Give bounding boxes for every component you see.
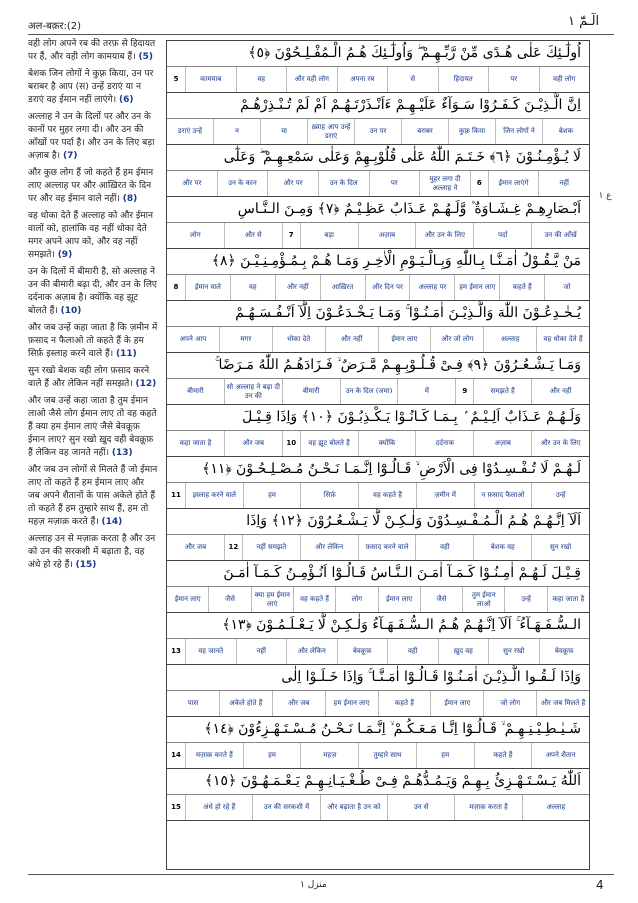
translation-text: और जब उन्हें कहा जाता है कि ज़मीन में फ़साद न फैलाओ तो कहते हैं के हम सिर्फ़ इस्लाह करने वाले हैं।: [28, 323, 158, 359]
verse-number: (14): [101, 517, 123, 527]
word-meaning-cell: उन की सरकशी में: [252, 795, 319, 820]
word-meaning-cell: हम: [243, 483, 301, 508]
verse-number: (8): [122, 194, 138, 204]
word-meaning-cell: मज़ाक़ करते हैं: [185, 743, 243, 768]
word-meaning-cell: उन के कान: [217, 171, 268, 196]
word-meaning-cell: और पर: [267, 171, 318, 196]
word-meaning-cell: अल्लाह: [522, 795, 589, 820]
word-meaning-cell: और नहीं: [325, 327, 378, 352]
word-meaning-cell: क्या हम ईमान लाएं: [251, 587, 293, 612]
word-by-word-grid: [166, 40, 590, 870]
word-meaning-cell: और जब: [184, 543, 207, 551]
word-meaning-cell: ईमान लाएंगे: [488, 171, 539, 196]
word-meaning-cell: सुन रखो: [488, 639, 539, 664]
word-meaning-cell: पर: [488, 67, 539, 92]
word-meaning-row: [167, 743, 589, 769]
arabic-line: اَللّٰهُ يَـسْـتَـهْـزِئُ بِـهِـمْ وَيَـمُـدُّهُـمْ فِـىْ طُـغْـيَـانِـهِـمْ يَـعْـمَـهُـوْنَ ﴿١٥﴾: [167, 769, 589, 795]
verse-number: (7): [62, 151, 78, 161]
word-meaning-cell: सो अल्लाह ने बढ़ा दी उन की: [224, 379, 282, 404]
translation-text: और जब उन्हें कहा जाता है तुम ईमान लाओ जैसे लोग ईमान लाए तो वह कहते हैं क्या हम ईमान लाएं जैसे बेवक़ूफ़ ईमान लाए? सुन रखो ख़ुद वही बेवक़ूफ़ हैं लेकिन वह जानते नहीं।: [28, 396, 157, 458]
translation-text: और जब उन लोगों से मिलते हैं जो ईमान लाए तो कहते हैं हम ईमान लाए और जब अपने शैतानों के पास अकेले होते हैं तो कहते हैं हम तुम्हारे साथ हैं, हम तो महज़ मज़ाक़ करते हैं।: [28, 465, 158, 527]
translation-paragraph: [28, 111, 158, 163]
word-meaning-cell: बेशक: [542, 119, 589, 144]
arabic-line: وَمَـا يَـشْـعُـرُوْنَ ﴿٩﴾ فِـىْ قُـلُـوْبِـهِـمْ مَّـرَضٌ ۙ فَـزَادَهُـمُ اللّٰهُ مَـرَضًا ۚ: [167, 353, 589, 379]
translation-text: वही लोग अपने रब की तरफ़ से हिदायत पर हैं, और वही लोग कामयाब हैं।: [28, 39, 156, 62]
arabic-line: وَلَـهُـمْ عَـذَابٌ اَلِـيْـمٌ ۢ بِـمَـا كَـانُـوْا يَـكْـذِبُـوْنَ ﴿١٠﴾ وَاِذَا قِـيْـلَ: [167, 405, 589, 431]
verse-number-cell: 10: [282, 431, 300, 456]
word-meaning-cell: कहते हैं: [474, 743, 532, 768]
word-meaning-cell: हम: [243, 743, 301, 768]
word-meaning-cell: कहते हैं: [378, 691, 431, 716]
translation-paragraph: [28, 68, 158, 107]
ruku-marker: ع ١: [598, 191, 612, 201]
word-meaning-cell: दर्दनाक: [415, 431, 473, 456]
word-meaning-cell: बीमारी: [187, 387, 204, 395]
translation-paragraph: [28, 365, 158, 391]
word-meaning-cell: बीमारी: [282, 379, 340, 404]
word-meaning-cell: और लेकिन: [286, 639, 337, 664]
verse-number: (12): [135, 379, 157, 389]
word-meaning-row: [167, 171, 589, 197]
word-meaning-cell: वही लोग: [539, 67, 590, 92]
word-meaning-cell: अकेले होते हैं: [219, 691, 272, 716]
word-meaning-cell: सिर्फ़: [300, 483, 358, 508]
word-meaning-cell: जिन लोगों ने: [495, 119, 542, 144]
word-meaning-cell: अल्लाह: [483, 327, 536, 352]
verse-number-cell: 8: [173, 283, 179, 291]
header-divider: [28, 34, 614, 35]
word-meaning-cell: उन पर: [354, 119, 401, 144]
verse-number-cell: 9: [455, 379, 473, 404]
word-meaning-cell: मुहर लगा दी अल्लाह ने: [419, 171, 470, 196]
word-meaning-cell: पास: [187, 699, 199, 707]
word-meaning-cell: न फ़साद फैलाओ: [474, 483, 532, 508]
word-meaning-cell: बड़ा: [300, 223, 358, 248]
translation-paragraph: [28, 38, 158, 64]
arabic-line: اِنَّ الَّـذِيْـنَ كَـفَـرُوْا سَـوَآءٌ عَلَيْـهِـمْ ءَاَنْـذَرْتَـهُـمْ اَمْ لَمْ تُـنْـذِرْهُـمْ: [167, 93, 589, 119]
word-meaning-cell: वह: [230, 275, 275, 300]
footer-divider: [28, 874, 614, 875]
translation-paragraph: [28, 167, 158, 206]
word-meaning-cell: वह कहते हैं: [358, 483, 416, 508]
word-meaning-row: [167, 67, 589, 93]
translation-paragraph: [28, 210, 158, 262]
word-meaning-cell: ईमान लाए: [174, 595, 201, 603]
word-meaning-cell: उन्हें: [531, 483, 589, 508]
word-meaning-cell: क्योंकि: [358, 431, 416, 456]
translation-text: बेशक जिन लोगों ने कुफ़्र किया, उन पर बराबर है आप (स) उन्हें डराएं या न डराएं वह ईमान नहीं लाएंगे।: [28, 69, 154, 105]
word-meaning-cell: वह जानते: [185, 639, 236, 664]
verse-number-cell: 13: [171, 647, 181, 655]
word-meaning-cell: उन के दिल (जमा): [340, 379, 398, 404]
word-meaning-row: [167, 119, 589, 145]
word-meaning-cell: और लेकिन: [300, 535, 358, 560]
word-meaning-cell: कहा जाता है: [547, 587, 589, 612]
word-meaning-cell: उन की आँखें: [531, 223, 589, 248]
arabic-line: وَاِذَا لَـقُـوا الَّـذِيْـنَ اٰمَـنُـوْا قَـالُـوْٓا اٰمَـنَّـا ۚ وَاِذَا خَـلَـوْا اِلٰى: [167, 665, 589, 691]
verse-number: (9): [57, 250, 73, 260]
word-meaning-cell: में: [397, 379, 455, 404]
page-number: 4: [596, 878, 604, 892]
word-meaning-cell: लोग: [335, 587, 377, 612]
word-meaning-cell: उन से: [387, 795, 454, 820]
verse-number-cell: 12: [224, 535, 242, 560]
verse-number: (15): [75, 560, 97, 570]
word-meaning-cell: इस्लाह करने वाले: [185, 483, 243, 508]
word-meaning-cell: और से: [224, 223, 282, 248]
word-meaning-cell: तुम ईमान लाओ: [462, 587, 504, 612]
word-meaning-cell: जैसे: [208, 587, 250, 612]
arabic-line: شَـيٰـطِـيْـنِـهِـمْ ۙ قَـالُـوْٓا اِنَّـا مَـعَـكُـمْ ۙ اِنَّـمَـا نَـحْـنُ مُـسْـتَـهْـزِءُوْنَ ﴿١٤﴾: [167, 717, 589, 743]
verse-number: (13): [111, 448, 133, 458]
word-meaning-row: [167, 223, 589, 249]
word-meaning-cell: हम ईमान लाए: [325, 691, 378, 716]
word-meaning-row: [167, 795, 589, 821]
arabic-line: لَـهُـمْ لَا تُـفْـسِـدُوْا فِى الْاَرْضِ ۙ قَـالُـوْٓا اِنَّـمَـا نَـحْـنُ مُـصْـلِـحُـوْنَ ﴿١١﴾: [167, 457, 589, 483]
word-meaning-cell: और जो लोग: [430, 327, 483, 352]
translation-text: अल्लाह ने उन के दिलों पर और उन के कानों पर मुहर लगा दी। और उन की आँखों पर पर्दा है। और उन के लिए बड़ा अज़ाब है।: [28, 112, 155, 161]
word-meaning-cell: नहीं: [538, 171, 589, 196]
verse-number-cell: 14: [171, 751, 181, 759]
arabic-line: اَبْـصَارِهِـمْ غِـشَـاوَةٌ ۫ وَّلَـهُـمْ عَـذَابٌ عَظِـيْـمٌ ﴿٧﴾ وَمِـنَ الـنَّـاسِ: [167, 197, 589, 223]
word-meaning-cell: और उन के लिए: [415, 223, 473, 248]
arabic-line: مَنْ يَّـقُـوْلُ اٰمَـنَّـا بِـاللّٰهِ وَبِـالْـيَـوْمِ الْاٰخِـرِ وَمَـا هُـمْ بِـمُـؤْمِـنِـيْـنَ ﴿٨﴾: [167, 249, 589, 275]
word-meaning-cell: कामयाब: [185, 67, 236, 92]
word-meaning-cell: और वही लोग: [286, 67, 337, 92]
word-meaning-cell: ईमान लाए: [378, 327, 431, 352]
word-meaning-cell: उन्हें: [504, 587, 546, 612]
translation-column: [28, 38, 158, 868]
word-meaning-cell: डराएं उन्हें: [177, 127, 203, 135]
verse-number-cell: 6: [470, 171, 488, 196]
manzil-label: منزل ١: [300, 880, 327, 890]
translation-paragraph: [28, 395, 158, 460]
word-meaning-cell: मगर: [219, 327, 272, 352]
word-meaning-cell: हम: [416, 743, 474, 768]
word-meaning-cell: अल्लाह पर: [409, 275, 454, 300]
arabic-line: الـسُّـفَـهَـآءُ ۚ اَلَآ اِنَّـهُـمْ هُـمُ الـسُّـفَـهَـآءُ وَلٰـكِـنْ لَّا يَـعْـلَـمُـوْنَ ﴿١٣﴾: [167, 613, 589, 639]
word-meaning-cell: धोका देते: [272, 327, 325, 352]
word-meaning-cell: आख़िरत: [320, 275, 365, 300]
word-meaning-cell: और नहीं: [531, 379, 589, 404]
word-meaning-cell: से: [387, 67, 438, 92]
word-meaning-cell: नहीं समझते: [242, 535, 300, 560]
word-meaning-cell: पर्दा: [473, 223, 531, 248]
word-meaning-cell: वह कहते हैं: [293, 587, 335, 612]
word-meaning-row: [167, 587, 589, 613]
word-meaning-cell: अपने शैतान: [531, 743, 589, 768]
translation-text: वह धोका देते हैं अल्लाह को और ईमान वालों को, हालांकि वह नहीं धोका देते मगर अपने आप को, और वह नहीं समझते।: [28, 211, 154, 260]
word-meaning-cell: ईमान लाए: [430, 691, 483, 716]
word-meaning-cell: वह झूट बोलते हैं: [300, 431, 358, 456]
translation-paragraph: [28, 464, 158, 529]
word-meaning-row: [167, 431, 589, 457]
arabic-line: قِـيْـلَ لَـهُـمْ اٰمِـنُـوْا كَـمَـآ اٰمَـنَ الـنَّـاسُ قَـالُـوْٓا اَنُـؤْمِـنُ كَـمَـآ اٰمَـنَ: [167, 561, 589, 587]
verse-number: (5): [138, 52, 153, 62]
translation-text: उन के दिलों में बीमारी है, सो अल्लाह ने उन की बीमारी बढ़ा दी, और उन के लिए दर्दनाक अज़ाब है। क्योंकि वह झूट बोलते हैं।: [28, 267, 157, 316]
word-meaning-cell: बराबर: [401, 119, 448, 144]
word-meaning-cell: अज़ाब: [473, 431, 531, 456]
verse-number: (6): [119, 95, 134, 105]
translation-paragraph: [28, 533, 158, 572]
arabic-line: اُولٰٓـئِكَ عَلٰى هُـدًى مِّنْ رَّبِّـهِـمْ ۖ وَاُولٰٓـئِكَ هُـمُ الْـمُفْـلِـحُوْنَ ﴿٥﴾: [167, 41, 589, 67]
word-meaning-cell: वह: [236, 67, 287, 92]
word-meaning-cell: तुम्हारे साथ: [358, 743, 416, 768]
word-meaning-row: [167, 379, 589, 405]
word-meaning-cell: कहते हैं: [499, 275, 544, 300]
word-meaning-cell: कुफ़्र किया: [448, 119, 495, 144]
word-meaning-cell: फ़साद करने वाले: [358, 535, 416, 560]
word-meaning-cell: जो: [544, 275, 589, 300]
word-meaning-cell: कहा जाता है: [179, 439, 212, 447]
word-meaning-cell: जो लोग: [483, 691, 536, 716]
word-meaning-cell: अपना रब: [337, 67, 388, 92]
verse-number-cell: 5: [173, 75, 179, 83]
word-meaning-cell: न: [213, 119, 260, 144]
verse-number: (11): [116, 349, 137, 359]
word-meaning-cell: अज़ाब: [358, 223, 416, 248]
word-meaning-cell: सुन रखो: [531, 535, 589, 560]
word-meaning-cell: हम ईमान लाए: [454, 275, 499, 300]
word-meaning-cell: नहीं: [236, 639, 287, 664]
word-meaning-row: [167, 275, 589, 301]
word-meaning-cell: ख़्वाह आप उन्हें डराएं: [307, 119, 354, 144]
word-meaning-cell: बेवक़ूफ़: [539, 639, 590, 664]
translation-text: और कुछ लोग हैं जो कहते हैं हम ईमान लाए अल्लाह पर और आख़िरत के दिन पर और वह ईमान वाले नहीं।: [28, 168, 154, 204]
word-meaning-cell: और जब: [224, 431, 282, 456]
word-meaning-cell: पर: [369, 171, 420, 196]
word-meaning-row: [167, 483, 589, 509]
word-meaning-cell: और पर: [182, 179, 202, 187]
verse-number-cell: 15: [171, 803, 181, 811]
word-meaning-cell: ईमान लाए: [378, 587, 420, 612]
word-meaning-cell: समझते हैं: [473, 379, 531, 404]
word-meaning-cell: ईमान वाले: [185, 275, 230, 300]
verse-number: (10): [60, 306, 82, 316]
translation-paragraph: [28, 322, 158, 361]
word-meaning-row: [167, 691, 589, 717]
verse-number-cell: 11: [171, 491, 181, 499]
word-meaning-cell: या: [260, 119, 307, 144]
word-meaning-cell: अंधे हो रहे हैं: [185, 795, 252, 820]
word-meaning-row: [167, 535, 589, 561]
word-meaning-cell: जैसे: [420, 587, 462, 612]
word-meaning-cell: और नहीं: [275, 275, 320, 300]
word-meaning-cell: और जब: [272, 691, 325, 716]
arabic-line: لَا يُـؤْمِـنُـوْنَ ﴿٦﴾ خَـتَـمَ اللّٰهُ عَلٰى قُلُوْبِـهِمْ وَعَلٰى سَمْعِـهِـمْ ۖ وَعَلٰٓى: [167, 145, 589, 171]
word-meaning-cell: और दिन पर: [365, 275, 410, 300]
word-meaning-cell: बेवक़ूफ़: [337, 639, 388, 664]
word-meaning-cell: हिदायत: [438, 67, 489, 92]
word-meaning-cell: उन के दिल: [318, 171, 369, 196]
word-meaning-cell: ज़मीन में: [416, 483, 474, 508]
word-meaning-cell: और उन के लिए: [531, 431, 589, 456]
arabic-line: يُـخٰـدِعُـوْنَ اللّٰهَ وَالَّـذِيْـنَ اٰمَـنُـوْا ۚ وَمَـا يَـخْـدَعُـوْنَ اِلَّآ اَنْـفُـسَـهُـمْ: [167, 301, 589, 327]
word-meaning-cell: अपने आप: [179, 335, 207, 343]
word-meaning-cell: वही: [415, 535, 473, 560]
word-meaning-cell: वह धोका देते हैं: [536, 327, 589, 352]
translation-text: अल्लाह उन से मज़ाक़ करता है और उन को उन की सरकशी में बढ़ाता है, वह अंधे हो रहे हैं।: [28, 534, 156, 570]
word-meaning-cell: मज़ाक़ करता है: [454, 795, 521, 820]
word-meaning-cell: और जब मिलते हैं: [536, 691, 589, 716]
verse-number-cell: 7: [282, 223, 300, 248]
arabic-line: اَلَآ اِنَّـهُـمْ هُـمُ الْـمُـفْـسِـدُوْنَ وَلٰـكِـنْ لَّا يَـشْـعُـرُوْنَ ﴿١٢﴾ وَاِذَا: [167, 509, 589, 535]
word-meaning-cell: ख़ुद वह: [438, 639, 489, 664]
juz-header: الٓـمّٓ ١: [568, 14, 600, 29]
word-meaning-cell: महज़: [300, 743, 358, 768]
translation-paragraph: [28, 266, 158, 318]
word-meaning-cell: लोग: [190, 231, 201, 239]
translation-text: सुन रखो बेशक वही लोग फ़साद करने वाले हैं और लेकिन नहीं समझते।: [28, 366, 150, 389]
word-meaning-cell: बेशक वह: [473, 535, 531, 560]
word-meaning-row: [167, 327, 589, 353]
word-meaning-cell: और बढ़ाता है उन को: [320, 795, 387, 820]
word-meaning-row: [167, 639, 589, 665]
word-meaning-cell: वही: [387, 639, 438, 664]
surah-header: अल-बक़र:(2): [28, 21, 82, 32]
